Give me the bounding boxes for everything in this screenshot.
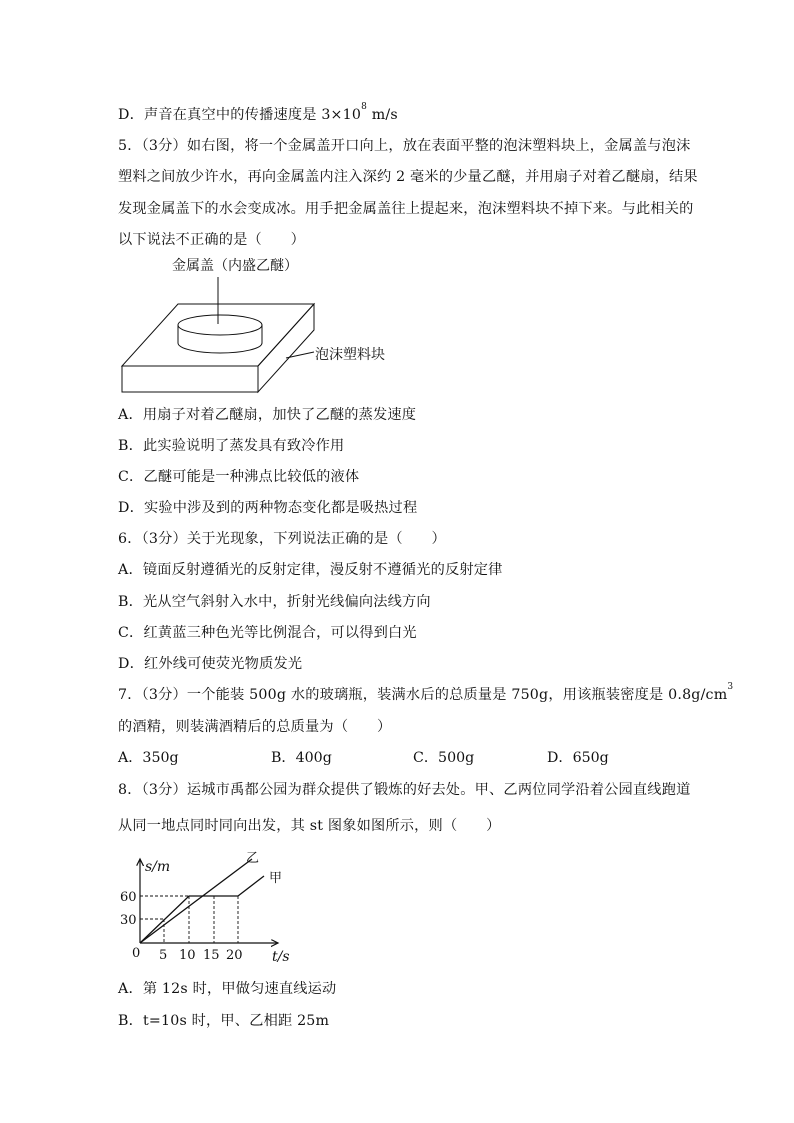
y-tick-30: 30	[120, 913, 137, 928]
q8-option-a: A．第 12s 时，甲做匀速直线运动	[118, 981, 337, 997]
origin-label: 0	[132, 946, 141, 961]
q6-option-d: D．红外线可使荧光物质发光	[118, 656, 303, 672]
figure-s-t-graph	[118, 845, 308, 970]
line-yi-label: 乙	[246, 851, 260, 866]
x-tick-5: 5	[159, 948, 168, 963]
q5-option-b: B．此实验说明了蒸发具有致冷作用	[118, 438, 345, 454]
q7-stem-line1: 7．（3分）一个能装 500g 水的玻璃瓶，装满水后的总质量是 750g，用该瓶装密度是 $0.8g/cm^3$	[118, 682, 734, 703]
q6-option-b: B．光从空气斜射入水中，折射光线偏向法线方向	[118, 594, 431, 610]
q7-stem-line2: 的酒精，则装满酒精后的总质量为（ ）	[118, 719, 392, 735]
figure-metal-cap-foam	[118, 252, 408, 397]
q5-option-c: C．乙醚可能是一种沸点比较低的液体	[118, 469, 360, 485]
y-axis-label: s/m	[145, 859, 171, 875]
q6-stem: 6．（3分）关于光现象，下列说法正确的是（ ）	[118, 531, 446, 547]
q5-stem-line1: 5．（3分）如右图，将一个金属盖开口向上，放在表面平整的泡沫塑料块上，金属盖与泡沫	[118, 138, 691, 154]
figure-cap-label: 金属盖（内盛乙醚）	[172, 258, 298, 274]
q5-option-d: D．实验中涉及到的两种物态变化都是吸热过程	[118, 500, 418, 516]
q5-stem-line4: 以下说法不正确的是（ ）	[118, 232, 306, 248]
q7-option-c: C．500g	[413, 750, 475, 766]
q7-option-d: D．650g	[547, 750, 609, 766]
q6-option-a: A．镜面反射遵循光的反射定律，漫反射不遵循光的反射定律	[118, 562, 503, 578]
figure-foam-label: 泡沫塑料块	[315, 347, 385, 363]
q6-option-c: C．红黄蓝三种色光等比例混合，可以得到白光	[118, 625, 417, 641]
x-tick-20: 20	[226, 948, 243, 963]
y-tick-60: 60	[120, 890, 137, 905]
x-axis-label: t/s	[272, 949, 290, 965]
q4-option-d: D．声音在真空中的传播速度是 $3\times 10^8$ m/s	[118, 102, 398, 123]
x-tick-15: 15	[203, 948, 220, 963]
q7-option-b: B．400g	[271, 750, 332, 766]
q8-option-b: B．t=10s 时，甲、乙相距 25m	[118, 1013, 330, 1029]
line-jia-label: 甲	[269, 871, 283, 886]
q8-stem-line2: 从同一地点同时同向出发，其 st 图象如图所示，则（ ）	[118, 818, 501, 834]
q7-option-a: A．350g	[118, 750, 179, 766]
q5-option-a: A．用扇子对着乙醚扇，加快了乙醚的蒸发速度	[118, 407, 417, 423]
x-tick-10: 10	[179, 948, 196, 963]
q5-stem-line3: 发现金属盖下的水会变成冰。用手把金属盖往上提起来，泡沫塑料块不掉下来。与此相关的	[118, 201, 694, 217]
q5-stem-line2: 塑料之间放少许水，再向金属盖内注入深约 2 毫米的少量乙醚，并用扇子对着乙醚扇，结果	[118, 169, 698, 185]
line-jia	[140, 876, 264, 943]
q8-stem-line1: 8．（3分）运城市禹都公园为群众提供了锻炼的好去处。甲、乙两位同学沿着公园直线跑道	[118, 782, 691, 798]
